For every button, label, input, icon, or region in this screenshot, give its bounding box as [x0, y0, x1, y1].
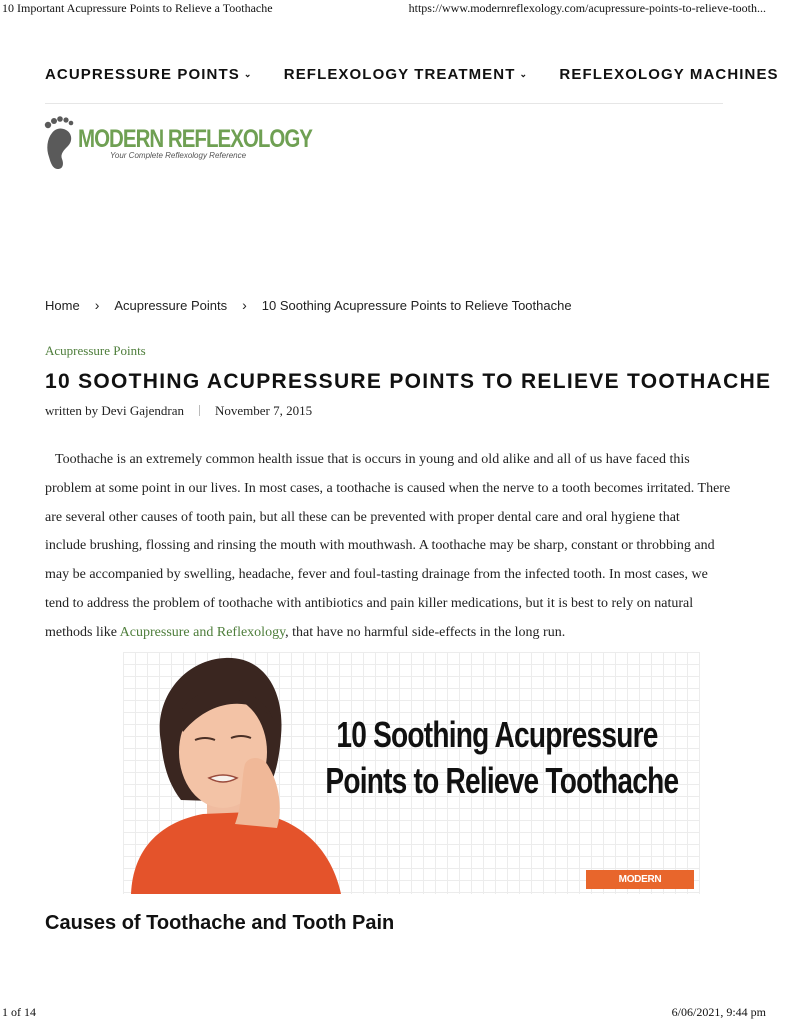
nav-divider — [45, 103, 723, 104]
intro-line: problem at some point in our lives. In most cases, a toothache is caused when the nerve to a tooth becomes irritated. There — [45, 480, 731, 496]
acupressure-reflexology-link[interactable]: Acupressure and Reflexology — [119, 624, 286, 640]
hero-title-line-2: Points to Relieve Toothache — [325, 760, 679, 801]
intro-line: Toothache is an extremely common health issue that is occurs in young and old alike and all of us have faced this — [55, 452, 690, 467]
intro-line: include brushing, flossing and rinsing the mouth with mouthwash. A toothache may be sharp, constant or throbbing and — [45, 538, 715, 554]
intro-line: are several other causes of tooth pain, but all these can be prevented with proper dental care and oral hygiene that — [45, 509, 680, 525]
breadcrumb-separator-icon: › — [242, 297, 247, 313]
nav-item-reflexology-treatment[interactable] — [284, 66, 528, 83]
print-page-url: https://www.modernreflexology.com/acupressure-points-to-relieve-tooth... — [408, 1, 766, 15]
print-datetime: 6/06/2021, 9:44 pm — [671, 1005, 766, 1019]
footprint-icon — [43, 115, 77, 171]
nav-item-acupressure-points[interactable] — [45, 66, 252, 83]
breadcrumb — [45, 297, 572, 313]
logo-wordmark: MODERN REFLEXOLOGY — [78, 125, 312, 153]
main-navigation — [45, 66, 779, 86]
article-date: November 7, 2015 — [214, 403, 313, 418]
logo-tagline: Your Complete Reflexology Reference — [110, 151, 247, 160]
print-page-number: 1 of 14 — [2, 1005, 36, 1019]
nav-item-label: REFLEXOLOGY MACHINES — [559, 66, 779, 83]
hero-brand-badge: MODERN REFLEXOLOGY — [586, 870, 694, 889]
article-category-link[interactable]: Acupressure Points — [45, 343, 146, 358]
section-heading: Causes of Toothache and Tooth Pain — [45, 912, 395, 934]
site-logo[interactable] — [43, 115, 312, 173]
chevron-down-icon: ⌄ — [243, 69, 253, 79]
hero-title-line-1: 10 Soothing Acupressure — [336, 714, 658, 755]
breadcrumb-acupressure-points[interactable]: Acupressure Points — [114, 298, 228, 313]
article-author[interactable]: written by Devi Gajendran — [45, 403, 184, 418]
breadcrumb-separator-icon: › — [94, 297, 100, 313]
nav-item-label: ACUPRESSURE POINTS — [45, 66, 240, 83]
article-intro — [45, 446, 731, 648]
article-title: 10 SOOTHING ACUPRESSURE POINTS TO RELIEVE TOOTHACHE — [45, 370, 772, 393]
intro-line: tend to address the problem of toothache with antibiotics and pain killer medications, but it is best to rely on natural — [45, 595, 694, 611]
intro-text: , that have no harmful side-effects in the long run. — [285, 624, 566, 640]
breadcrumb-current: 10 Soothing Acupressure Points to Relieve Toothache — [261, 298, 572, 313]
print-header — [0, 0, 768, 18]
hero-image — [123, 652, 700, 904]
nav-item-label: REFLEXOLOGY TREATMENT — [283, 66, 516, 83]
intro-text: methods like — [45, 624, 120, 640]
intro-line: may be accompanied by swelling, headache, fever and foul-tasting drainage from the infected tooth. In most cases, we — [45, 567, 708, 583]
breadcrumb-home[interactable]: Home — [45, 298, 80, 313]
nav-item-reflexology-machines[interactable] — [559, 66, 778, 83]
print-page-title: 10 Important Acupressure Points to Relieve a Toothache — [2, 1, 273, 15]
chevron-down-icon: ⌄ — [519, 69, 529, 79]
intro-line-last — [45, 619, 723, 648]
article-meta — [45, 403, 312, 419]
print-footer — [0, 1004, 768, 1024]
meta-divider — [199, 405, 200, 416]
